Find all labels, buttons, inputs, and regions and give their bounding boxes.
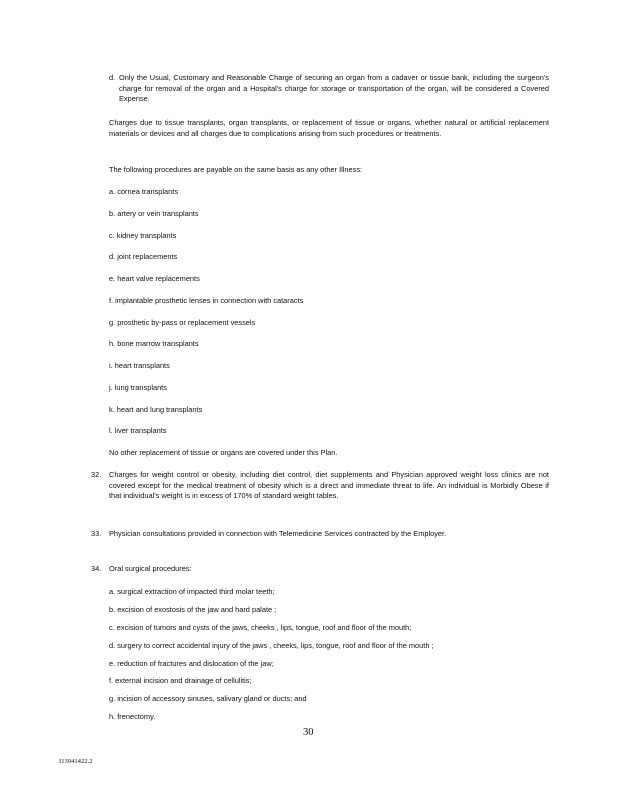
procedure-item: g. prosthetic by-pass or replacement vessels [109, 318, 256, 327]
procedure-item: l. liver transplants [109, 426, 167, 435]
procedure-item: a. cornea transplants [109, 187, 179, 196]
procedure-item: e. heart valve replacements [109, 274, 200, 283]
charges-paragraph: Charges due to tissue transplants, organ transplants, or replacement of tissue or organs, whether natural or artificial replacement materials or devices and all charges due to complications arising from such procedures or treatments. [109, 118, 549, 138]
oral-procedure-item: f. external incision and drainage of cellulitis; [109, 676, 252, 685]
item-33-number: 33. [91, 529, 102, 538]
item-32-number: 32. [91, 470, 102, 479]
procedure-item: i. heart transplants [109, 361, 170, 370]
oral-procedure-item: c. excision of tumors and cysts of the jaws, cheeks , lips, tongue, roof and floor of the mouth; [109, 623, 412, 632]
procedure-item: h. bone marrow transplants [109, 339, 199, 348]
no-other-statement: No other replacement of tissue or organs are covered under this Plan. [109, 448, 338, 457]
following-intro: The following procedures are payable on the same basis as any other Illness: [109, 165, 363, 174]
oral-procedure-item: h. frenectomy. [109, 712, 156, 721]
page-number: 30 [303, 727, 314, 738]
procedure-item: b. artery or vein transplants [109, 209, 199, 218]
oral-procedure-item: g. incision of accessory sinuses, salivary gland or ducts; and [109, 694, 307, 703]
document-id: I13941422.2 [59, 758, 93, 765]
oral-procedure-item: e. reduction of fractures and dislocation of the jaw; [109, 659, 274, 668]
item-32-text: Charges for weight control or obesity, including diet control, diet supplements and Physician approved weight loss clinics are not covered except for the medical treatment of obesity which is a direct and immediate threat to life. An individual is Morbidly Obese if that individual's weight is in excess of 170% of standard weight tables. [109, 470, 549, 501]
oral-procedure-item: b. excision of exostosis of the jaw and hard palate ; [109, 605, 277, 614]
item-d-body: Only the Usual, Customary and Reasonable Charge of securing an organ from a cadaver or tissue bank, including the surgeon's charge for removal of the organ and a Hospital's charge for storage or transportation of the organ, will be considered a Covered Expense. [119, 73, 549, 104]
item-d-text [119, 73, 549, 105]
oral-procedure-item: a. surgical extraction of impacted third molar teeth; [109, 587, 275, 596]
item-33-text: Physician consultations provided in connection with Telemedicine Services contracted by the Employer. [109, 529, 447, 538]
item-d-label: d. [109, 73, 116, 82]
item-34-number: 34. [91, 564, 102, 573]
procedure-item: j. lung transplants [109, 383, 167, 392]
procedure-item: d. joint replacements [109, 252, 178, 261]
item-34-title: Oral surgical procedures: [109, 564, 192, 573]
procedure-item: c. kidney transplants [109, 231, 177, 240]
oral-procedure-item: d. surgery to correct accidental injury of the jaws , cheeks, lips, tongue, roof and floor of the mouth ; [109, 641, 434, 650]
procedure-item: k. heart and lung transplants [109, 405, 203, 414]
procedure-item: f. implantable prosthetic lenses in connection with cataracts [109, 296, 304, 305]
